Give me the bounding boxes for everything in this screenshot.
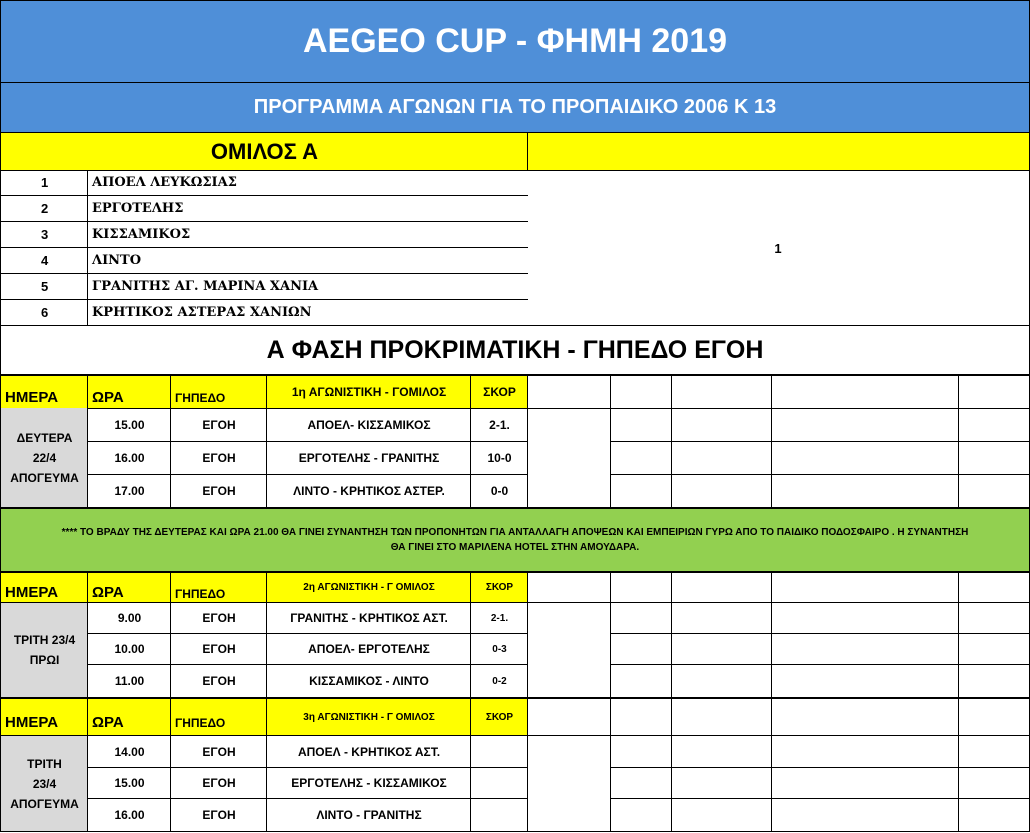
header-day: ΗΜΕΡΑ bbox=[0, 698, 88, 736]
match-extra-cell bbox=[610, 799, 672, 832]
day-cell bbox=[0, 408, 88, 508]
match-score bbox=[470, 768, 528, 799]
match-score: 10-0 bbox=[470, 442, 528, 475]
note-banner bbox=[0, 508, 1030, 572]
match-time: 17.00 bbox=[87, 475, 171, 508]
header-extra-cell bbox=[610, 572, 672, 603]
match-extra-cell bbox=[771, 665, 959, 698]
match-extra-cell bbox=[771, 442, 959, 475]
match-field: ΕΓΟΗ bbox=[170, 665, 267, 698]
header-extra-cell bbox=[958, 375, 1030, 409]
match-extra-cell bbox=[671, 736, 772, 768]
header-extra-cell bbox=[527, 375, 611, 409]
match-score: 2-1. bbox=[470, 603, 528, 634]
header-day: ΗΜΕΡΑ bbox=[0, 572, 88, 603]
match-extra-cell bbox=[671, 603, 772, 634]
header-field: ΓΗΠΕΔΟ bbox=[170, 572, 267, 603]
match-extra-cell bbox=[958, 408, 1030, 442]
header-extra-cell bbox=[958, 698, 1030, 736]
match-field: ΕΓΟΗ bbox=[170, 603, 267, 634]
match-time: 15.00 bbox=[87, 768, 171, 799]
match-extra-cell bbox=[771, 768, 959, 799]
match-extra-cell bbox=[958, 665, 1030, 698]
match-time: 9.00 bbox=[87, 603, 171, 634]
match-score bbox=[470, 799, 528, 832]
match-score bbox=[470, 736, 528, 768]
header-score: ΣΚΟΡ bbox=[470, 698, 528, 736]
subtitle-text: ΠΡΟΓΡΑΜΜΑ ΑΓΩΝΩΝ ΓΙΑ ΤΟ ΠΡΟΠΑΙΔΙΚΟ 2006 Κ 13 bbox=[253, 96, 777, 118]
match-extra-merged bbox=[527, 408, 611, 508]
match-time: 15.00 bbox=[87, 408, 171, 442]
match-teams: ΛΙΝΤΟ - ΓΡΑΝΙΤΗΣ bbox=[266, 799, 471, 832]
match-score: 0-3 bbox=[470, 634, 528, 665]
day-cell bbox=[0, 736, 88, 832]
match-extra-cell bbox=[958, 799, 1030, 832]
match-extra-cell bbox=[610, 634, 672, 665]
group-side-cell bbox=[527, 170, 1030, 326]
day-line: ΤΡΙΤΗ 23/4 bbox=[13, 633, 76, 647]
header-round: 3η ΑΓΩΝΙΣΤΙΚΗ - Γ ΟΜΙΛΟΣ bbox=[266, 698, 471, 736]
match-teams: ΕΡΓΟΤΕΛΗΣ - ΚΙΣΣΑΜΙΚΟΣ bbox=[266, 768, 471, 799]
header-extra-cell bbox=[527, 572, 611, 603]
header-round: 2η ΑΓΩΝΙΣΤΙΚΗ - Γ ΟΜΙΛΟΣ bbox=[266, 572, 471, 603]
match-extra-cell bbox=[671, 799, 772, 832]
match-extra-cell bbox=[671, 665, 772, 698]
team-number: 3 bbox=[0, 222, 88, 248]
header-extra-cell bbox=[771, 698, 959, 736]
day-line: ΤΡΙΤΗ bbox=[27, 756, 62, 771]
header-extra-cell bbox=[958, 572, 1030, 603]
day-line: ΑΠΟΓΕΥΜΑ bbox=[10, 470, 79, 485]
match-score: 0-0 bbox=[470, 475, 528, 508]
group-side-value: 1 bbox=[774, 240, 782, 256]
header-extra-cell bbox=[771, 375, 959, 409]
title-text: AEGEO CUP - ΦΗΜΗ 2019 bbox=[302, 22, 728, 60]
day-cell bbox=[0, 603, 88, 698]
match-extra-cell bbox=[610, 408, 672, 442]
match-field: ΕΓΟΗ bbox=[170, 475, 267, 508]
phase-title bbox=[0, 325, 1030, 375]
match-extra-cell bbox=[771, 603, 959, 634]
match-extra-cell bbox=[610, 665, 672, 698]
header-field: ΓΗΠΕΔΟ bbox=[170, 375, 267, 409]
match-field: ΕΓΟΗ bbox=[170, 634, 267, 665]
match-teams: ΚΙΣΣΑΜΙΚΟΣ - ΛΙΝΤΟ bbox=[266, 665, 471, 698]
match-teams: ΑΠΟΕΛ - ΚΡΗΤΙΚΟΣ ΑΣΤ. bbox=[266, 736, 471, 768]
team-name: ΑΠΟΕΛ ΛΕΥΚΩΣΙΑΣ bbox=[87, 170, 528, 196]
header-score: ΣΚΟΡ bbox=[470, 572, 528, 603]
header-round: 1η ΑΓΩΝΙΣΤΙΚΗ - ΓΟΜΙΛΟΣ bbox=[266, 375, 471, 409]
team-number: 6 bbox=[0, 300, 88, 326]
match-extra-cell bbox=[958, 475, 1030, 508]
match-time: 16.00 bbox=[87, 442, 171, 475]
group-title bbox=[0, 132, 528, 171]
group-title-right bbox=[527, 132, 1030, 171]
day-line: ΑΠΟΓΕΥΜΑ bbox=[10, 796, 79, 811]
match-extra-cell bbox=[671, 768, 772, 799]
team-name: ΓΡΑΝΙΤΗΣ ΑΓ. ΜΑΡΙΝΑ ΧΑΝΙΑ bbox=[87, 274, 528, 300]
match-teams: ΕΡΓΟΤΕΛΗΣ - ΓΡΑΝΙΤΗΣ bbox=[266, 442, 471, 475]
day-line: 22/4 bbox=[32, 450, 57, 465]
team-name: ΚΙΣΣΑΜΙΚΟΣ bbox=[87, 222, 528, 248]
match-teams: ΛΙΝΤΟ - ΚΡΗΤΙΚΟΣ ΑΣΤΕΡ. bbox=[266, 475, 471, 508]
header-time: ΩΡΑ bbox=[87, 375, 171, 409]
day-line: ΔΕΥΤΕΡΑ bbox=[16, 430, 73, 445]
header-extra-cell bbox=[527, 698, 611, 736]
header-extra-cell bbox=[671, 698, 772, 736]
day-line: 23/4 bbox=[32, 776, 57, 791]
header-extra-cell bbox=[610, 698, 672, 736]
match-extra-cell bbox=[958, 442, 1030, 475]
match-teams: ΑΠΟΕΛ- ΚΙΣΣΑΜΙΚΟΣ bbox=[266, 408, 471, 442]
match-score: 2-1. bbox=[470, 408, 528, 442]
match-extra-cell bbox=[771, 408, 959, 442]
header-extra-cell bbox=[671, 572, 772, 603]
match-extra-cell bbox=[771, 736, 959, 768]
match-teams: ΑΠΟΕΛ- ΕΡΓΟΤΕΛΗΣ bbox=[266, 634, 471, 665]
match-time: 10.00 bbox=[87, 634, 171, 665]
match-extra-cell bbox=[671, 408, 772, 442]
match-field: ΕΓΟΗ bbox=[170, 442, 267, 475]
team-number: 5 bbox=[0, 274, 88, 300]
team-name: ΚΡΗΤΙΚΟΣ ΑΣΤΕΡΑΣ ΧΑΝΙΩΝ bbox=[87, 300, 528, 326]
match-field: ΕΓΟΗ bbox=[170, 799, 267, 832]
match-extra-cell bbox=[610, 603, 672, 634]
match-extra-cell bbox=[610, 442, 672, 475]
team-name: ΕΡΓΟΤΕΛΗΣ bbox=[87, 196, 528, 222]
day-line: ΠΡΩΙ bbox=[29, 653, 60, 667]
note-line-2: ΘΑ ΓΙΝΕΙ ΣΤΟ ΜΑΡΙΛΕΝΑ HOTEL ΣΤΗΝ ΑΜΟΥΔΑΡΑ. bbox=[390, 542, 640, 553]
header-extra-cell bbox=[771, 572, 959, 603]
match-field: ΕΓΟΗ bbox=[170, 768, 267, 799]
header-day: ΗΜΕΡΑ bbox=[0, 375, 88, 409]
team-name: ΛΙΝΤΟ bbox=[87, 248, 528, 274]
match-extra-cell bbox=[671, 475, 772, 508]
phase-title-text: Α ΦΑΣΗ ΠΡΟΚΡΙΜΑΤΙΚΗ - ΓΗΠΕΔΟ ΕΓΟΗ bbox=[266, 335, 764, 364]
page-title bbox=[0, 0, 1030, 82]
match-extra-cell bbox=[958, 768, 1030, 799]
header-time: ΩΡΑ bbox=[87, 572, 171, 603]
match-time: 14.00 bbox=[87, 736, 171, 768]
match-extra-cell bbox=[610, 736, 672, 768]
match-extra-cell bbox=[771, 634, 959, 665]
match-score: 0-2 bbox=[470, 665, 528, 698]
group-title-text: ΟΜΙΛΟΣ Α bbox=[210, 138, 319, 164]
match-extra-cell bbox=[958, 736, 1030, 768]
team-number: 1 bbox=[0, 170, 88, 196]
match-time: 16.00 bbox=[87, 799, 171, 832]
match-extra-cell bbox=[671, 442, 772, 475]
team-number: 2 bbox=[0, 196, 88, 222]
match-extra-merged bbox=[527, 603, 611, 698]
header-field: ΓΗΠΕΔΟ bbox=[170, 698, 267, 736]
match-teams: ΓΡΑΝΙΤΗΣ - ΚΡΗΤΙΚΟΣ ΑΣΤ. bbox=[266, 603, 471, 634]
match-extra-merged bbox=[527, 736, 611, 832]
match-extra-cell bbox=[958, 634, 1030, 665]
match-extra-cell bbox=[958, 603, 1030, 634]
match-field: ΕΓΟΗ bbox=[170, 736, 267, 768]
page-subtitle bbox=[0, 82, 1030, 132]
match-time: 11.00 bbox=[87, 665, 171, 698]
team-number: 4 bbox=[0, 248, 88, 274]
match-extra-cell bbox=[671, 634, 772, 665]
match-extra-cell bbox=[610, 768, 672, 799]
match-extra-cell bbox=[610, 475, 672, 508]
note-line-1: **** ΤΟ ΒΡΑΔΥ ΤΗΣ ΔΕΥΤΕΡΑΣ ΚΑΙ ΩΡΑ 21.00 ΘΑ ΓΙΝΕΙ ΣΥΝΑΝΤΗΣΗ ΤΩΝ ΠΡΟΠΟΝΗΤΩΝ ΓΙΑ ΑΝΤΑΛΛΑΓΗ ΑΠΟΨΕΩΝ ΚΑΙ ΕΜΠΕΙΡΙΩΝ ΓΥΡΩ ΑΠΟ ΤΟ ΠΑΙΔΙΚΟ ΠΟΔΟΣΦΑΙΡΟ . Η ΣΥΝΑΝΤΗΣΗ bbox=[61, 527, 969, 538]
header-extra-cell bbox=[671, 375, 772, 409]
header-time: ΩΡΑ bbox=[87, 698, 171, 736]
header-score: ΣΚΟΡ bbox=[470, 375, 528, 409]
match-extra-cell bbox=[771, 799, 959, 832]
header-extra-cell bbox=[610, 375, 672, 409]
match-field: ΕΓΟΗ bbox=[170, 408, 267, 442]
match-extra-cell bbox=[771, 475, 959, 508]
